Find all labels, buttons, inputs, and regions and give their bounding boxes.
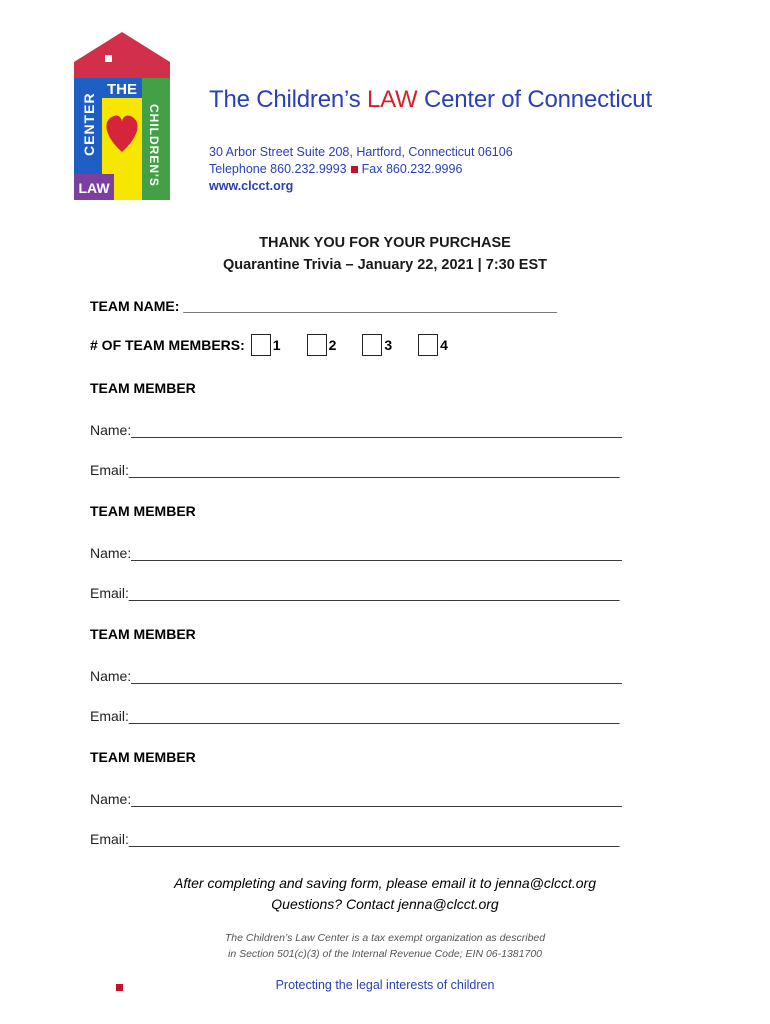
org-website-link[interactable]: www.clcct.org [209, 179, 294, 193]
member-count-option-4[interactable]: 4 [418, 334, 468, 356]
logo-window [105, 55, 112, 62]
logo-text-center: CENTER [81, 92, 97, 156]
team-name-field[interactable]: TEAM NAME: ________________________________________________ [90, 298, 558, 314]
team-member-block [90, 503, 622, 601]
clc-logo [74, 32, 170, 200]
checkbox[interactable] [418, 334, 438, 356]
legal-line-2: in Section 501(c)(3) of the Internal Revenue Code; EIN 06-1381700 [227, 948, 543, 960]
footer-tagline: Protecting the legal interests of children [275, 978, 495, 992]
logo-text-law: LAW [78, 180, 110, 196]
org-contact [209, 144, 513, 195]
org-name-post: Center of Connecticut [417, 86, 652, 113]
member-count-option-1[interactable]: 1 [251, 334, 301, 356]
member-email-field[interactable]: Email:_______________________________________________________________ [90, 831, 620, 847]
org-fax: Fax 860.232.9996 [361, 162, 463, 176]
logo-roof [74, 32, 170, 78]
team-member-block [90, 749, 622, 847]
tax-exempt-notice [0, 930, 770, 962]
purchase-heading [0, 232, 770, 276]
instruction-line-1: After completing and saving form, please email it to jenna@clcct.org [174, 875, 596, 891]
team-member-block [90, 626, 622, 724]
heading-line-2: Quarantine Trivia – January 22, 2021 | 7:30 EST [222, 257, 548, 273]
team-member-count [90, 334, 468, 356]
member-name-field[interactable]: Name:_______________________________________________________________ [90, 791, 622, 807]
legal-line-1: The Children’s Law Center is a tax exempt organization as described [224, 932, 546, 944]
checkbox[interactable] [362, 334, 382, 356]
org-phone-fax [209, 161, 513, 178]
org-telephone: Telephone 860.232.9993 [209, 162, 347, 176]
member-count-option-3[interactable]: 3 [362, 334, 412, 356]
team-members-label: # OF TEAM MEMBERS: [90, 337, 245, 353]
member-email-field[interactable]: Email:_______________________________________________________________ [90, 462, 620, 478]
org-name-pre: The Children’s [209, 86, 367, 113]
instruction-line-2: Questions? Contact jenna@clcct.org [271, 896, 499, 912]
org-name-law: LAW [366, 86, 418, 113]
member-email-field[interactable]: Email:_______________________________________________________________ [90, 585, 620, 601]
org-address: 30 Arbor Street Suite 208, Hartford, Connecticut 06106 [209, 145, 513, 159]
checkbox[interactable] [307, 334, 327, 356]
square-bullet-icon [351, 166, 358, 173]
member-name-field[interactable]: Name:_______________________________________________________________ [90, 545, 622, 561]
checkbox[interactable] [251, 334, 271, 356]
logo-text-childrens: CHILDREN'S [147, 104, 161, 187]
team-member-title: TEAM MEMBER [90, 503, 196, 519]
member-name-field[interactable]: Name:_______________________________________________________________ [90, 422, 622, 438]
team-member-block [90, 380, 622, 478]
member-name-field[interactable]: Name:_______________________________________________________________ [90, 668, 622, 684]
team-member-title: TEAM MEMBER [90, 749, 196, 765]
logo-text-the: THE [107, 81, 137, 98]
org-name [209, 86, 652, 114]
team-member-title: TEAM MEMBER [90, 626, 196, 642]
team-member-title: TEAM MEMBER [90, 380, 196, 396]
submission-instructions [0, 873, 770, 915]
member-count-option-2[interactable]: 2 [307, 334, 357, 356]
member-email-field[interactable]: Email:_______________________________________________________________ [90, 708, 620, 724]
heading-line-1: THANK YOU FOR YOUR PURCHASE [259, 235, 511, 251]
